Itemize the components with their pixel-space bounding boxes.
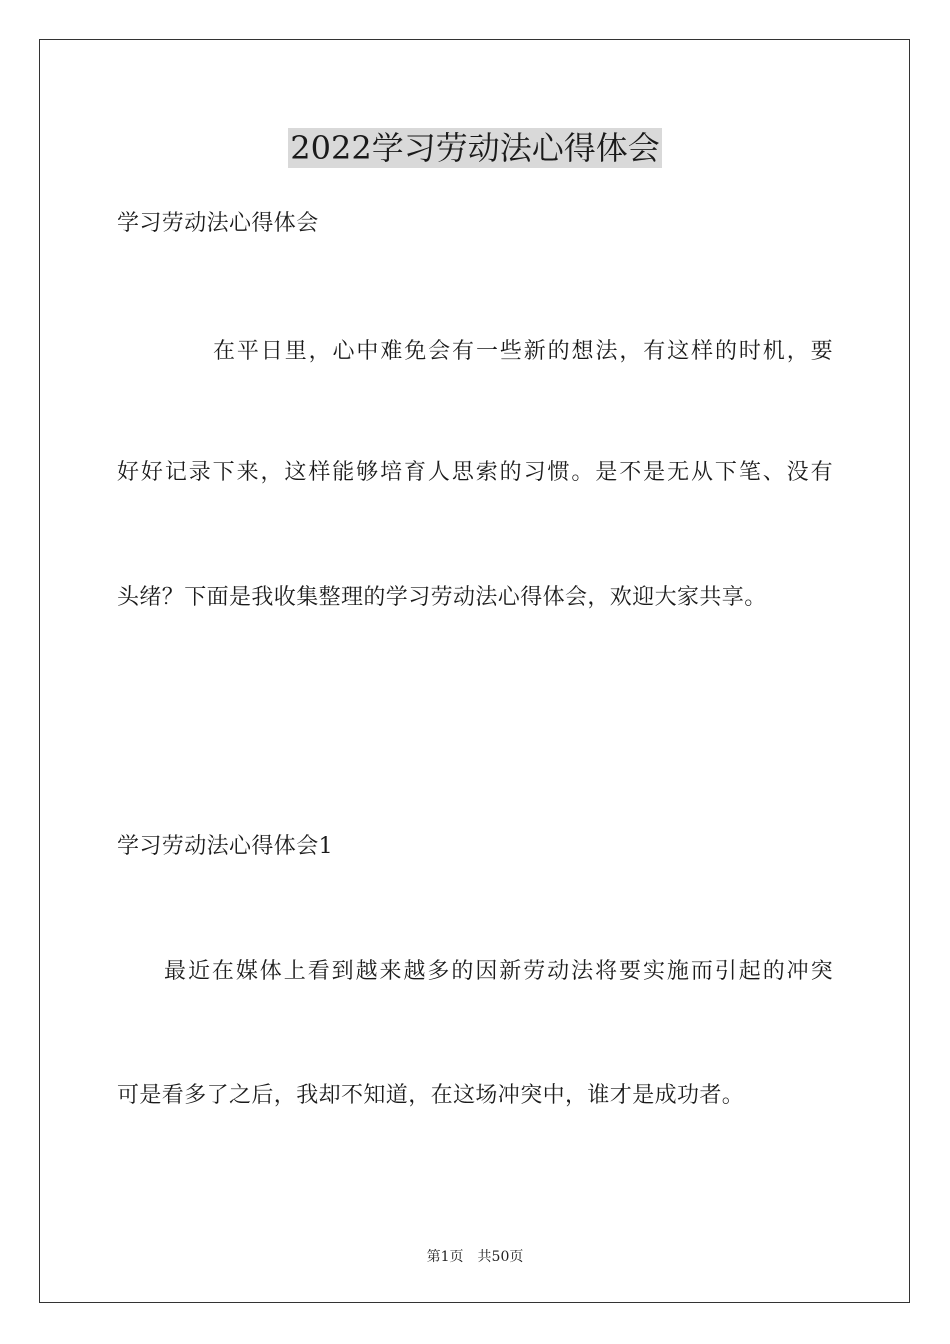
intro-paragraph-line: 头绪？下面是我收集整理的学习劳动法心得体会，欢迎大家共享。 [117, 585, 767, 610]
page-total: 共50页 [477, 1249, 524, 1265]
section-paragraph-line: 最近在媒体上看到越来越多的因新劳动法将要实施而引起的冲突 [164, 959, 833, 984]
page-footer [0, 1247, 950, 1267]
intro-paragraph-line: 在平日里，心中难免会有一些新的想法，有这样的时机，要 [213, 339, 833, 364]
section-heading: 学习劳动法心得体会1 [117, 834, 333, 859]
intro-paragraph-line: 好好记录下来，这样能够培育人思索的习惯。是不是无从下笔、没有 [117, 460, 833, 485]
title-container [0, 128, 950, 168]
page-number: 第1页 [426, 1249, 464, 1265]
document-title: 2022学习劳动法心得体会 [290, 129, 660, 167]
section-paragraph-line: 可是看多了之后，我却不知道，在这场冲突中，谁才是成功者。 [117, 1083, 745, 1108]
document-subtitle: 学习劳动法心得体会 [117, 211, 319, 236]
